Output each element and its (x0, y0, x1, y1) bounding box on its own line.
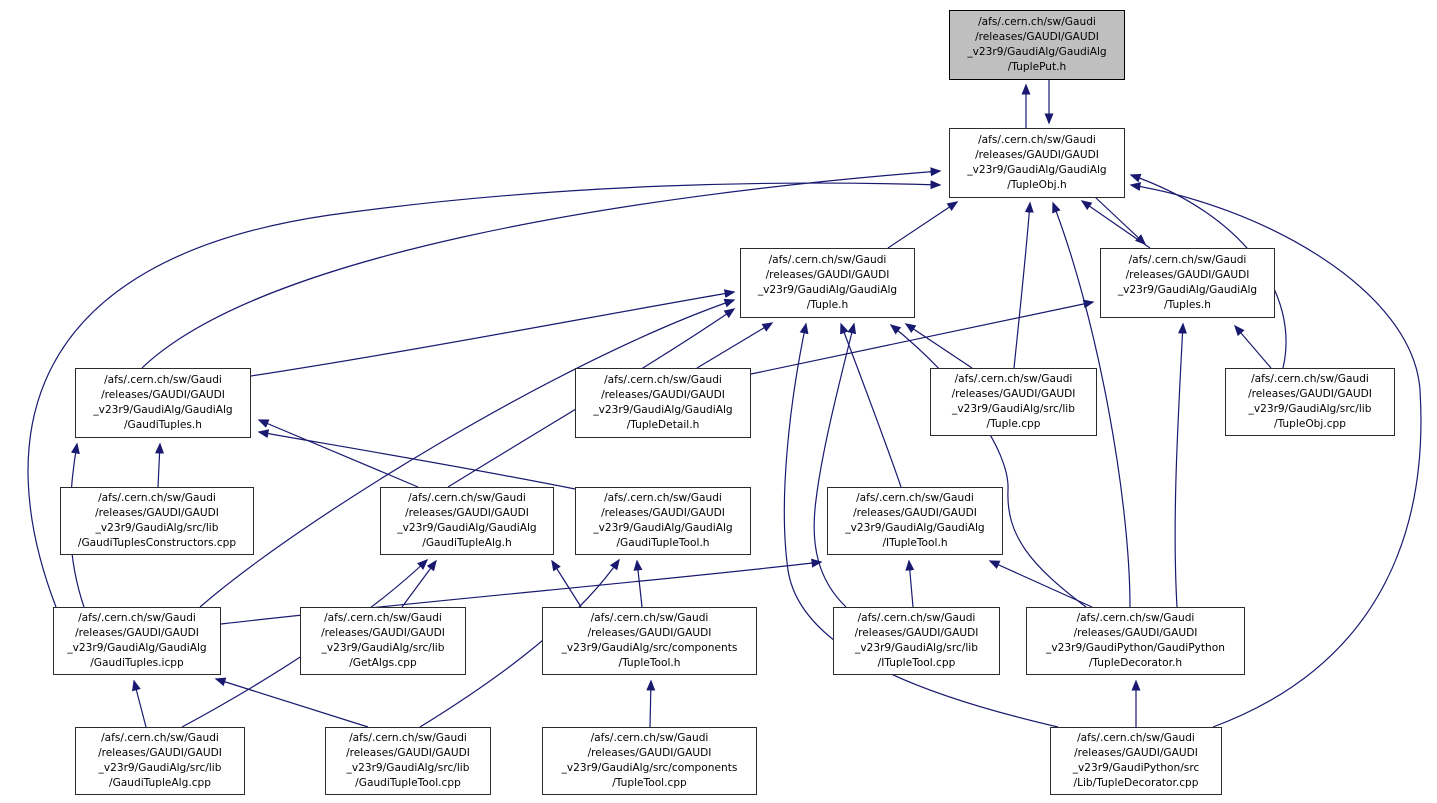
node-label-line: /afs/.cern.ch/sw/Gaudi (978, 15, 1096, 28)
node-TupleTool.h[interactable] (542, 607, 757, 675)
node-label-line: /afs/.cern.ch/sw/Gaudi (954, 372, 1073, 385)
node-label-line: /GaudiTuples.h (123, 419, 202, 432)
node-label-line: /releases/GAUDI/GAUDI (587, 626, 712, 639)
edge-Tuples.h-to-TupleObj.h (1082, 201, 1150, 248)
node-label-line: /releases/GAUDI/GAUDI (1248, 387, 1372, 400)
node-label-line: _v23r9/GaudiAlg/src/lib (346, 762, 470, 774)
node-label-line: _v23r9/GaudiAlg/src/components (561, 642, 738, 654)
node-label-line: /afs/.cern.ch/sw/Gaudi (1251, 372, 1369, 385)
node-ITupleTool.h[interactable] (827, 487, 1003, 555)
edge-TupleDetail.h-to-Tuple.h (697, 323, 772, 368)
node-label-line: /afs/.cern.ch/sw/Gaudi (768, 253, 887, 266)
node-label-line: /GaudiTuples.icpp (90, 657, 184, 670)
node-label-line: /releases/GAUDI/GAUDI (765, 268, 890, 281)
node-label-line: /GaudiTupleTool.h (616, 537, 710, 550)
edge-TupleTool.h-to-GaudiTupleTool.h (637, 561, 642, 607)
node-label-line: /releases/GAUDI/GAUDI (975, 148, 1099, 161)
node-label-line: _v23r9/GaudiAlg/GaudiAlg (967, 46, 1107, 58)
node-label-line: /ITupleTool.h (882, 537, 948, 550)
node-label-line: _v23r9/GaudiAlg/src/components (561, 762, 738, 774)
node-label-line: /afs/.cern.ch/sw/Gaudi (856, 491, 974, 504)
node-label-line: /releases/GAUDI/GAUDI (1074, 746, 1198, 759)
node-Tuples.h[interactable] (1100, 248, 1275, 318)
node-GaudiTuples.icpp[interactable] (53, 607, 221, 675)
node-label-line: /GaudiTupleAlg.h (422, 537, 512, 550)
node-label-line: _v23r9/GaudiAlg/src/lib (855, 642, 978, 654)
node-label-line: /releases/GAUDI/GAUDI (346, 746, 470, 759)
node-GetAlgs.cpp[interactable] (300, 607, 466, 675)
node-label-line: /releases/GAUDI/GAUDI (951, 387, 1076, 400)
node-label-line: /afs/.cern.ch/sw/Gaudi (101, 731, 219, 744)
node-TupleObj.cpp[interactable] (1225, 368, 1395, 436)
node-label-line: /afs/.cern.ch/sw/Gaudi (604, 373, 722, 386)
node-TupleObj.h[interactable] (949, 128, 1125, 198)
edge-GaudiTupleAlg.h-to-GaudiTuples.h (259, 420, 418, 487)
edge-ITupleTool.cpp-to-Tuple.h (814, 324, 854, 607)
node-label-line: /GaudiTupleAlg.cpp (109, 777, 211, 790)
node-label-line: /releases/GAUDI/GAUDI (95, 506, 219, 519)
node-label-line: /afs/.cern.ch/sw/Gaudi (857, 611, 976, 624)
node-label-line: _v23r9/GaudiAlg/GaudiAlg (593, 404, 733, 416)
node-label-line: _v23r9/GaudiPython/src (1072, 762, 1200, 774)
node-label-line: /afs/.cern.ch/sw/Gaudi (590, 731, 709, 744)
node-label-line: _v23r9/GaudiAlg/GaudiAlg (593, 522, 733, 534)
node-label-line: /afs/.cern.ch/sw/Gaudi (590, 611, 709, 624)
node-TupleDecorator.h[interactable] (1026, 607, 1245, 675)
edge-TupleObj.h-to-Tuples.h (1095, 197, 1145, 244)
node-label-line: /TuplePut.h (1007, 61, 1067, 74)
node-label-line: /releases/GAUDI/GAUDI (75, 626, 199, 639)
node-label-line: /releases/GAUDI/GAUDI (853, 506, 977, 519)
node-label-line: /ITupleTool.cpp (877, 657, 956, 670)
node-ITupleTool.cpp[interactable] (833, 607, 1000, 675)
node-label-line: /TupleTool.cpp (612, 777, 687, 790)
node-label-line: /GaudiTuplesConstructors.cpp (77, 537, 237, 550)
node-GaudiTupleTool.cpp[interactable] (325, 727, 491, 795)
node-label-line: /afs/.cern.ch/sw/Gaudi (1076, 611, 1195, 624)
node-label-line: /GetAlgs.cpp (349, 657, 417, 670)
node-label-line: /afs/.cern.ch/sw/Gaudi (408, 491, 526, 504)
edge-TupleTool.cpp-to-TupleTool.h (650, 681, 651, 727)
edge-GaudiTuples.h-to-Tuple.h (251, 292, 734, 376)
edge-Tuple.cpp-to-TupleObj.h (1014, 203, 1030, 368)
edge-ITupleTool.cpp-to-ITupleTool.h (909, 561, 913, 607)
node-label-line: _v23r9/GaudiAlg/src/lib (1248, 403, 1372, 415)
node-label-line: /releases/GAUDI/GAUDI (975, 30, 1099, 43)
node-label-line: /releases/GAUDI/GAUDI (98, 746, 222, 759)
node-TupleDecorator.cpp[interactable] (1050, 727, 1222, 795)
node-label-line: /releases/GAUDI/GAUDI (587, 746, 712, 759)
node-label-line: /TupleDecorator.h (1088, 657, 1183, 670)
node-label-line: /Tuples.h (1164, 299, 1211, 312)
edge-TupleTool.h-to-GaudiTupleAlg.h (552, 561, 581, 607)
edge-GaudiTupleTool.h-to-GaudiTuples.h (259, 432, 575, 489)
node-label-line: /releases/GAUDI/GAUDI (601, 388, 725, 401)
node-label-line: _v23r9/GaudiAlg/GaudiAlg (67, 642, 207, 654)
node-label-line: /Lib/TupleDecorator.cpp (1073, 777, 1199, 790)
node-label-line: /releases/GAUDI/GAUDI (405, 506, 529, 519)
node-label-line: /afs/.cern.ch/sw/Gaudi (1128, 253, 1247, 266)
node-label-line: _v23r9/GaudiAlg/GaudiAlg (397, 522, 537, 534)
node-label-line: /TupleObj.cpp (1274, 418, 1346, 431)
node-label-line: /GaudiTupleTool.cpp (355, 777, 461, 790)
node-label-line: /Tuple.h (806, 299, 849, 312)
node-label-line: /releases/GAUDI/GAUDI (1073, 626, 1198, 639)
edge-GaudiTuples.icpp-to-Tuple.h (200, 300, 734, 607)
node-label-line: /afs/.cern.ch/sw/Gaudi (78, 611, 196, 624)
node-label-line: /afs/.cern.ch/sw/Gaudi (98, 491, 216, 504)
node-Tuple.h[interactable] (740, 248, 915, 318)
node-label-line: /releases/GAUDI/GAUDI (854, 626, 979, 639)
node-label-line: _v23r9/GaudiAlg/src/lib (952, 403, 1075, 415)
node-label-line: _v23r9/GaudiAlg/GaudiAlg (1117, 284, 1258, 296)
node-TupleTool.cpp[interactable] (542, 727, 757, 795)
edge-Tuple.h-to-TupleObj.h (888, 202, 957, 248)
node-label-line: _v23r9/GaudiAlg/GaudiAlg (967, 164, 1107, 176)
node-label-line: /afs/.cern.ch/sw/Gaudi (324, 611, 442, 624)
node-label-line: _v23r9/GaudiAlg/src/lib (95, 522, 219, 534)
edge-GaudiTuplesConstructors.cpp-to-GaudiTuples.h (158, 444, 160, 487)
node-label-line: /releases/GAUDI/GAUDI (1125, 268, 1250, 281)
edge-GaudiTupleAlg.cpp-to-GaudiTuples.icpp (134, 681, 146, 727)
node-label-line: /TupleDetail.h (626, 419, 700, 432)
node-label-line: _v23r9/GaudiAlg/src/lib (321, 642, 445, 654)
node-label-line: /TupleTool.h (618, 657, 681, 670)
edge-TupleObj.cpp-to-Tuples.h (1235, 326, 1271, 368)
node-GaudiTupleAlg.h[interactable] (380, 487, 554, 555)
node-label-line: /releases/GAUDI/GAUDI (321, 626, 445, 639)
node-label-line: _v23r9/GaudiPython/GaudiPython (1046, 642, 1225, 654)
node-GaudiTupleAlg.cpp[interactable] (75, 727, 245, 795)
node-TupleDetail.h[interactable] (575, 368, 751, 438)
node-GaudiTupleTool.h[interactable] (575, 487, 751, 555)
node-label-line: _v23r9/GaudiAlg/GaudiAlg (845, 522, 985, 534)
node-label-line: _v23r9/GaudiAlg/GaudiAlg (757, 284, 898, 296)
node-label-line: _v23r9/GaudiAlg/GaudiAlg (93, 404, 233, 416)
node-label-line: /afs/.cern.ch/sw/Gaudi (104, 373, 222, 386)
node-label-line: /afs/.cern.ch/sw/Gaudi (349, 731, 467, 744)
node-TuplePut.h[interactable] (949, 10, 1125, 80)
node-label-line: /Tuple.cpp (986, 418, 1041, 431)
edge-GaudiTupleTool.cpp-to-GaudiTuples.icpp (216, 679, 368, 727)
node-label-line: _v23r9/GaudiAlg/src/lib (98, 762, 222, 774)
edge-TupleDecorator.h-to-Tuples.h (1175, 324, 1183, 607)
node-label-line: /afs/.cern.ch/sw/Gaudi (604, 491, 722, 504)
node-label-line: /afs/.cern.ch/sw/Gaudi (1077, 731, 1195, 744)
node-label-line: /releases/GAUDI/GAUDI (101, 388, 225, 401)
node-Tuple.cpp[interactable] (930, 368, 1097, 436)
node-label-line: /TupleObj.h (1007, 179, 1067, 192)
node-label-line: /releases/GAUDI/GAUDI (601, 506, 725, 519)
node-GaudiTuplesConstructors.cpp[interactable] (60, 487, 254, 555)
node-GaudiTuples.h[interactable] (75, 368, 251, 438)
node-label-line: /afs/.cern.ch/sw/Gaudi (978, 133, 1096, 146)
